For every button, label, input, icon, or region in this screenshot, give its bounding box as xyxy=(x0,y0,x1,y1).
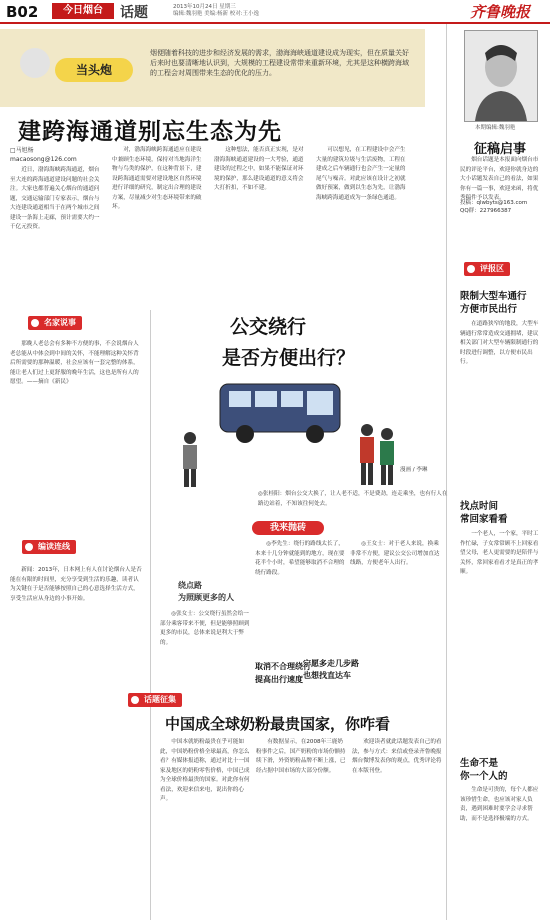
seniors-heading-2: 也想找直达车 xyxy=(303,671,351,680)
date-info xyxy=(173,4,259,18)
illustrator-credit: 漫画 / 李琳 xyxy=(400,467,428,473)
right-text-1: 在道路狭窄的地段，大型车辆通行常常造成交通拥堵，建议相关部门对大型车辆限制通行的时段进行调整，以方便市民出行。 xyxy=(460,321,539,365)
section-badge: 今日烟台 xyxy=(52,3,114,19)
section-title: 话题 xyxy=(120,5,148,21)
seniors-heading xyxy=(303,658,359,682)
middle-head-a: 取消不合理绕行 xyxy=(255,662,311,671)
lead-badge: 当头炮 xyxy=(55,58,133,82)
milk-headline: 中国成全球奶粉最贵国家，你咋看 xyxy=(165,715,391,733)
article-col-1: 近日，渤海海峡跨海通道，烟台至大连的跨海通道建设问题的社会关注。大家也都普遍关心烟台的通道问题，交通运输部门专家表示，烟台与大连建设通道相当于在两个城市之间建设一条海上走廊，预计需要大约一千亿元投资。 xyxy=(10,167,100,230)
right-head-2 xyxy=(460,500,508,526)
persons-illustration xyxy=(355,420,399,490)
milk-text-1: 中国本就奶粉最贵在乎可能如此，中国奶粉价格全球最高，你怎么看？有媒体报道称，通过对比十一国家及地区的奶粉零售价格，中国已成为全球价格最贵的国家。对此你有何看法，欢迎来信来电，说出你的心声。 xyxy=(160,739,250,802)
seniors-heading-1: 宁愿多走几步路 xyxy=(303,659,359,668)
right-head-3a: 生命不是 xyxy=(460,758,499,769)
readers-text: 新闻：2013年，日本网上有人在讨论烟台人是否能在有限的时间里，充分享受到生活的乐趣，读者认为关键在于是否能够按照自己的心意选择生活方式，享受生活应从身边的小事开始。 xyxy=(10,567,142,602)
tag-comment: 评报区 xyxy=(464,262,510,276)
bus-illustration xyxy=(215,376,345,448)
call-text: 烟台话题是本报面向烟台市民的评论平台，欢迎你就身边的大小话题发表自己的看法，如果你有一篇一事，欢迎来函，将优秀稿件予以发表。 xyxy=(460,157,539,201)
bus-caption: ◎张桂阳：烟台公交大换了，让人老不适，不是费劲，连走乘坐，也有行人在路边站着，不知该往何处去。 xyxy=(258,491,448,507)
right-head-1b: 方便市民出行 xyxy=(460,304,518,315)
author: □马旭杨 xyxy=(10,147,34,154)
bus-title-1: 公交绕行 xyxy=(230,316,307,338)
editor-line: 编辑:魏羽艳 美编:杨新 校对:王小逸 xyxy=(173,11,260,17)
middle-head xyxy=(255,660,311,686)
date-line: 2013年10月24日 星期三 xyxy=(173,4,236,10)
byline xyxy=(10,146,77,164)
portrait-caption: 本期编辑:魏羽艳 xyxy=(475,125,516,131)
main-headline: 建跨海通道别忘生态为先 xyxy=(18,119,282,145)
article-col-2: 对，渤海海峡跨海通道应在建设中兼顾生态环境，保持对当地海洋生物与鸟类的保护，在这种背景下，建设跨海通道需要对建设地区自然环境进行详细的研究，制定出合理的建设方案，尽量减少对生态环境带来的破坏。 xyxy=(112,147,202,210)
right-head-3b: 你一个人的 xyxy=(460,771,508,782)
right-head-2a: 找点时间 xyxy=(460,501,499,512)
waiting-label: 我来抛砖 xyxy=(252,521,324,535)
milk-text-3: 欢迎读者就此话题发表自己的看法，参与方式：来信或登录齐鲁晚报烟台微博发表你的观点，优秀评论将在本版刊登。 xyxy=(352,739,442,774)
decor-circle xyxy=(20,48,50,78)
right-head-3 xyxy=(460,757,508,783)
editor-portrait xyxy=(464,30,538,122)
page-number: B02 xyxy=(6,3,39,21)
tag-famous: 名家说事 xyxy=(28,316,82,330)
famous-text: 那晚人老总会有多种不方便的事，不会说烟台人老总能从中体会到中间的关怀，不能理解这种关怀背后所需要的那种温暖，社会应该有一套完整的体系，能让老人们过上更舒服的晚年生活，这也是所有人的愿望。——摘自《新民》 xyxy=(10,341,139,385)
call-title: 征稿启事 xyxy=(474,142,527,157)
right-text-2: 一个老人，一个家，平时工作忙碌，子女常常顾不上回家看望父母，老人更需要的是陪伴与关怀，常回家看看才是真正的孝顺。 xyxy=(460,531,539,575)
tag-collect: 话题征集 xyxy=(128,693,182,707)
middle-head-b: 提高出行速度 xyxy=(255,675,303,684)
catch-heading-1: 绕点路 xyxy=(178,581,202,590)
milk-text-2: 有数据显示，在2008年三鹿奶粉事件之后，国产奶粉的市场份额持续下滑，外资奶粉品牌不断上涨，已经占据中国市场的大部分份额。 xyxy=(256,739,346,774)
middle-text-1: ◎李先生：绕行的路线太长了，本来十几分钟就能到的地方，现在要花半个小时，希望能够取消不合理的绕行路段。 xyxy=(255,541,345,576)
catch-text: ◎张女士：公交绕行虽然会给一部分乘客带来不便，但是能够照顾到更多的市民，总体来说是利大于弊的。 xyxy=(160,611,250,646)
catch-heading xyxy=(178,580,234,604)
call-qq: QQ群：227966387 xyxy=(460,208,512,214)
bus-title-2: 是否方便出行？ xyxy=(222,347,356,369)
author-email: macaosong@126.com xyxy=(10,156,77,163)
catch-heading-2: 为照顾更多的人 xyxy=(178,593,234,602)
middle-text-2: ◎王女士：对于老人来说，换乘非常不方便，建议公交公司增加直达线路，方便老年人出行。 xyxy=(350,541,440,566)
article-col-3: 这种想法，能否真正实现，是对渤海海峡通道建设的一大考验，通道建设的过程之中，如果不能保证对环境的保护，那么建设通道的意义将会大打折扣，不如不建。 xyxy=(214,147,304,191)
call-contact: 投稿：qlwbyts@163.com xyxy=(460,200,528,206)
right-head-2b: 常回家看看 xyxy=(460,514,508,525)
person-illustration xyxy=(175,430,205,490)
right-text-3: 生命是可贵的，每个人都应该珍惜生命，也应该对家人负责，遇到困难时要学会寻求帮助，而不是选择极端的方式。 xyxy=(460,787,539,822)
brand-logo: 齐鲁晚报 xyxy=(470,3,531,21)
tag-readers: 编读连线 xyxy=(22,540,76,554)
lead-text: 烟便随着科技的进步和经济发展的需求，渤海海峡通道建设成为现实，但在质量关好后来时也要清晰地认识到，大规模的工程建设常带来重新环境，尤其是这种横跨海域的工程会对周围带来生态的优化的压力。 xyxy=(150,49,409,77)
right-head-1a: 限制大型车通行 xyxy=(460,291,527,302)
right-head-1 xyxy=(460,290,527,316)
article-col-4: 可以想见，在工程建设中会产生大量的建筑垃圾与生活废物，工程在建成之后车辆通行也会产生一定量的尾气与噪音。对此应该在设计之初就做好预案，做到以生态为先，让渤海海峡跨海通道成为一条绿色通道。 xyxy=(316,147,406,201)
